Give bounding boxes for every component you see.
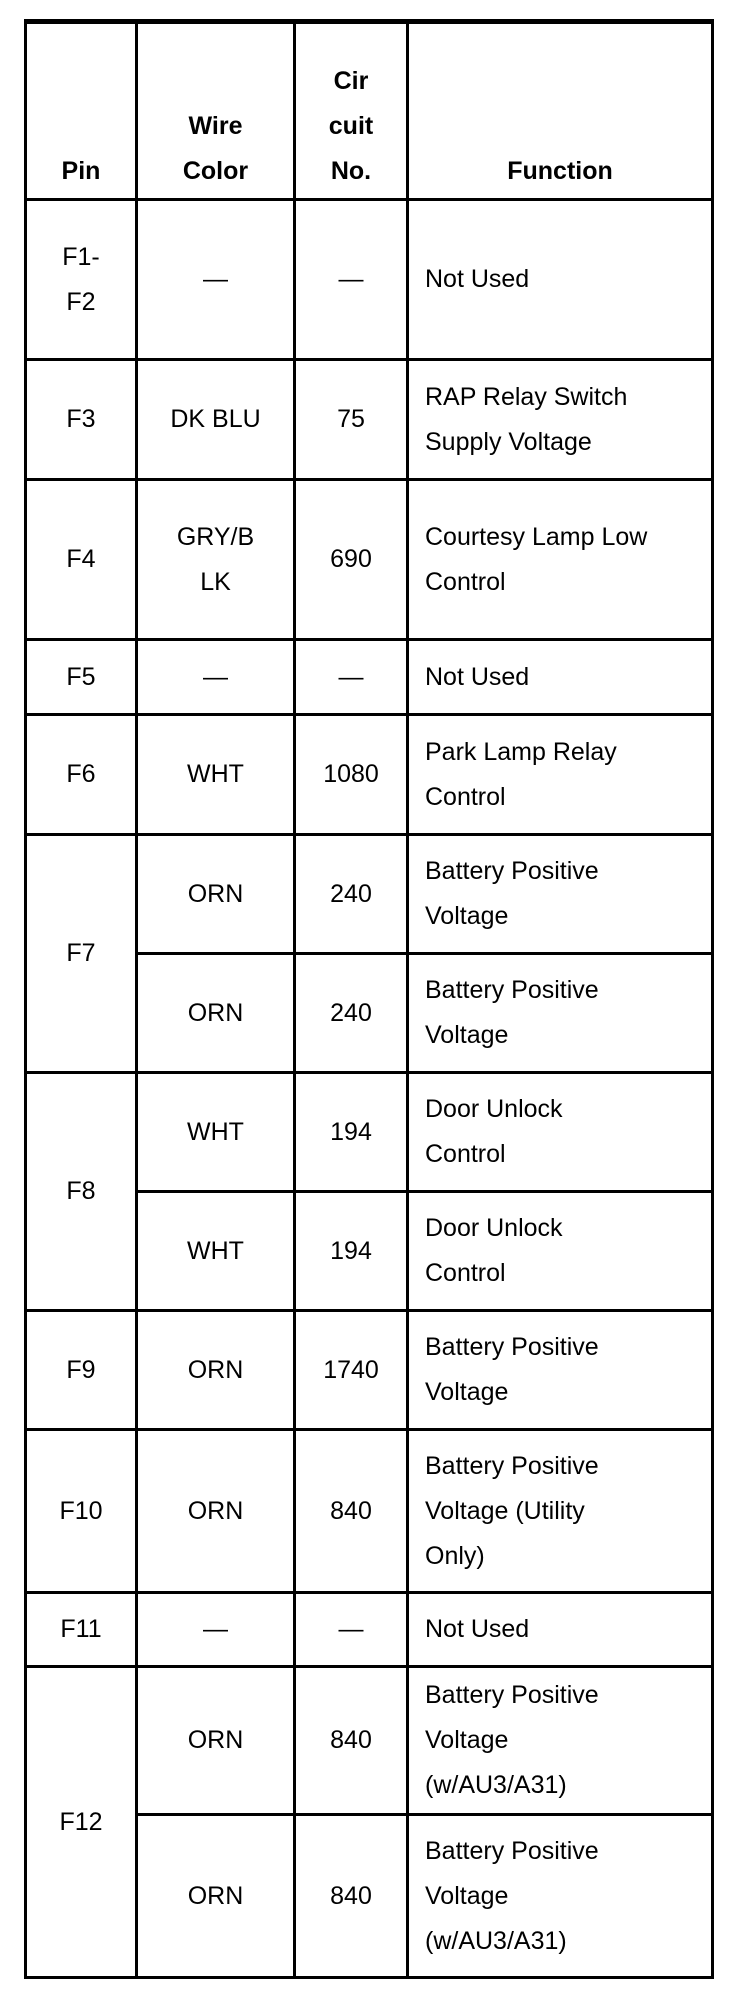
table-row [26,360,713,480]
pin-cell: F11 [26,1593,137,1667]
table-row [26,1073,713,1192]
pin-cell: F7 [26,835,137,1073]
wire-color-cell: ORN [137,1667,295,1815]
circuit-no-cell: 240 [295,954,408,1073]
pin-cell: F5 [26,640,137,715]
wire-color-cell: — [137,1593,295,1667]
circuit-no-cell: — [295,1593,408,1667]
table-row [26,1593,713,1667]
function-cell: Door Unlock Control [408,1073,713,1192]
wire-color-cell: — [137,200,295,360]
circuit-no-cell: 840 [295,1815,408,1978]
wire-color-cell: ORN [137,954,295,1073]
pin-cell: F1- F2 [26,200,137,360]
circuit-no-cell: 194 [295,1073,408,1192]
circuit-no-cell: 840 [295,1430,408,1593]
header-circuit-no: Cir cuit No. [295,22,408,200]
function-cell: RAP Relay Switch Supply Voltage [408,360,713,480]
header-row [26,22,713,200]
function-cell: Battery Positive Voltage [408,1311,713,1430]
table-row [26,480,713,640]
table-row [26,715,713,835]
wire-color-cell: ORN [137,835,295,954]
function-cell: Not Used [408,640,713,715]
table-row [26,1311,713,1430]
header-wire-color: Wire Color [137,22,295,200]
wire-color-cell: WHT [137,1073,295,1192]
circuit-no-cell: 1740 [295,1311,408,1430]
wire-color-cell: ORN [137,1311,295,1430]
function-cell: Not Used [408,1593,713,1667]
connector-pinout-table [24,19,714,1979]
function-cell: Courtesy Lamp Low Control [408,480,713,640]
circuit-no-cell: 840 [295,1667,408,1815]
function-cell: Battery Positive Voltage [408,835,713,954]
wire-color-cell: ORN [137,1430,295,1593]
function-cell: Battery Positive Voltage (Utility Only) [408,1430,713,1593]
circuit-no-cell: — [295,640,408,715]
circuit-no-cell: 240 [295,835,408,954]
pin-cell: F12 [26,1667,137,1978]
wire-color-cell: WHT [137,715,295,835]
circuit-no-cell: — [295,200,408,360]
circuit-no-cell: 75 [295,360,408,480]
wire-color-cell: WHT [137,1192,295,1311]
circuit-no-cell: 690 [295,480,408,640]
circuit-no-cell: 1080 [295,715,408,835]
table-row [26,1430,713,1593]
function-cell: Park Lamp Relay Control [408,715,713,835]
pin-cell: F6 [26,715,137,835]
table-row [26,1667,713,1815]
function-cell: Battery Positive Voltage (w/AU3/A31) [408,1667,713,1815]
function-cell: Battery Positive Voltage (w/AU3/A31) [408,1815,713,1978]
function-cell: Door Unlock Control [408,1192,713,1311]
pin-cell: F3 [26,360,137,480]
pin-cell: F8 [26,1073,137,1311]
wire-color-cell: ORN [137,1815,295,1978]
pin-cell: F4 [26,480,137,640]
circuit-no-cell: 194 [295,1192,408,1311]
pin-cell: F9 [26,1311,137,1430]
wire-color-cell: GRY/B LK [137,480,295,640]
connector-pinout-table-container [24,19,714,1979]
table-row [26,640,713,715]
header-pin: Pin [26,22,137,200]
table-row [26,835,713,954]
function-cell: Battery Positive Voltage [408,954,713,1073]
wire-color-cell: DK BLU [137,360,295,480]
table-row [26,200,713,360]
function-cell: Not Used [408,200,713,360]
pin-cell: F10 [26,1430,137,1593]
header-function: Function [408,22,713,200]
wire-color-cell: — [137,640,295,715]
